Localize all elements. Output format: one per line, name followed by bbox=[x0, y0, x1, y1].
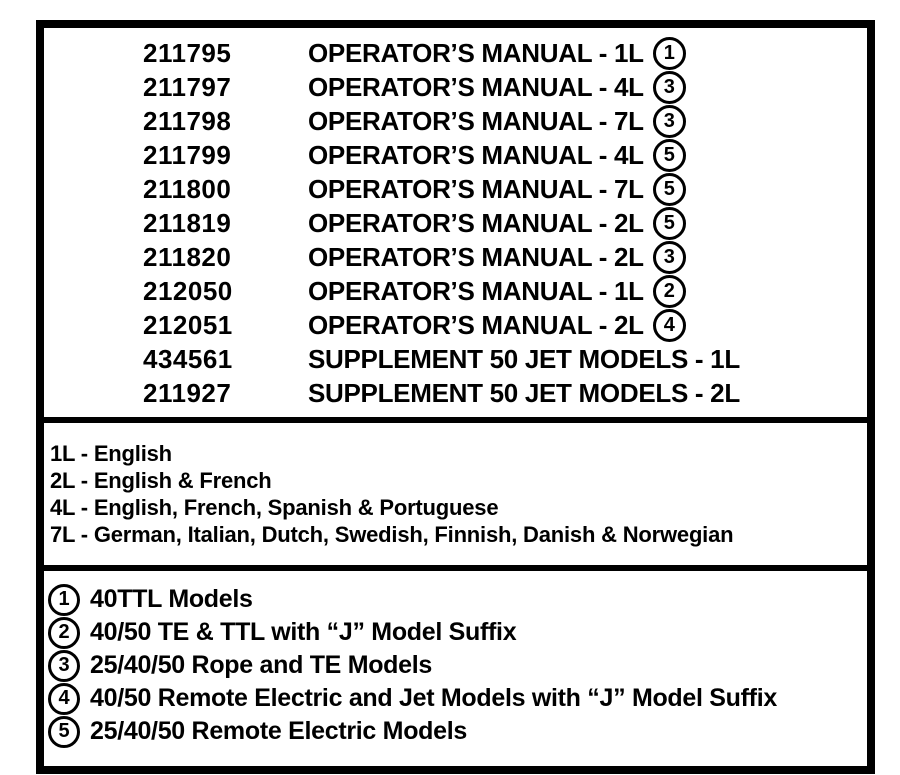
circled-number-icon: 5 bbox=[48, 716, 80, 748]
language-legend-line: 1L - English bbox=[50, 441, 172, 466]
part-number: 211799 bbox=[143, 139, 232, 170]
footnote-text: 40TTL Models bbox=[90, 585, 253, 613]
part-description: OPERATOR’S MANUAL - 2L bbox=[308, 241, 644, 272]
part-number: 211927 bbox=[143, 377, 232, 408]
language-legend-section bbox=[44, 423, 867, 571]
footnote-row bbox=[48, 616, 867, 649]
part-number: 212051 bbox=[143, 309, 233, 340]
footnote-text: 40/50 TE & TTL with “J” Model Suffix bbox=[90, 618, 517, 646]
circled-number-icon: 3 bbox=[653, 241, 686, 274]
part-description: OPERATOR’S MANUAL - 2L bbox=[308, 207, 644, 238]
footnote-row bbox=[48, 583, 867, 616]
table-row bbox=[143, 308, 867, 342]
circled-number-icon: 3 bbox=[653, 105, 686, 138]
circled-number-icon: 4 bbox=[48, 683, 80, 715]
footnote-row bbox=[48, 715, 867, 748]
table-row bbox=[143, 342, 867, 376]
part-number: 211819 bbox=[143, 207, 232, 238]
parts-list-frame bbox=[36, 20, 875, 774]
circled-number-icon: 2 bbox=[48, 617, 80, 649]
part-description: OPERATOR’S MANUAL - 4L bbox=[308, 139, 644, 170]
part-description: SUPPLEMENT 50 JET MODELS - 1L bbox=[308, 343, 740, 374]
table-row bbox=[143, 70, 867, 104]
part-description: OPERATOR’S MANUAL - 7L bbox=[308, 105, 644, 136]
footnote-text: 40/50 Remote Electric and Jet Models with “J” Model Suffix bbox=[90, 684, 777, 712]
table-row bbox=[143, 206, 867, 240]
part-number: 211798 bbox=[143, 105, 232, 136]
circled-number-icon: 2 bbox=[653, 275, 686, 308]
part-description: OPERATOR’S MANUAL - 4L bbox=[308, 71, 644, 102]
table-row bbox=[143, 36, 867, 70]
table-row bbox=[143, 274, 867, 308]
circled-number-icon: 3 bbox=[653, 71, 686, 104]
part-description: OPERATOR’S MANUAL - 2L bbox=[308, 309, 644, 340]
table-row bbox=[143, 376, 867, 410]
circled-number-icon: 5 bbox=[653, 207, 686, 240]
language-legend-line: 7L - German, Italian, Dutch, Swedish, Finnish, Danish & Norwegian bbox=[50, 522, 734, 547]
footnote-text: 25/40/50 Remote Electric Models bbox=[90, 717, 467, 745]
part-number: 211800 bbox=[143, 173, 232, 204]
part-number: 434561 bbox=[143, 343, 233, 374]
circled-number-icon: 5 bbox=[653, 139, 686, 172]
part-number: 211797 bbox=[143, 71, 232, 102]
part-number: 211795 bbox=[143, 37, 232, 68]
footnote-text: 25/40/50 Rope and TE Models bbox=[90, 651, 433, 679]
circled-number-icon: 1 bbox=[653, 37, 686, 70]
circled-number-icon: 5 bbox=[653, 173, 686, 206]
language-legend-line: 2L - English & French bbox=[50, 468, 272, 493]
table-row bbox=[143, 240, 867, 274]
part-number: 212050 bbox=[143, 275, 233, 306]
model-footnotes-section bbox=[44, 571, 867, 766]
part-description: OPERATOR’S MANUAL - 1L bbox=[308, 37, 644, 68]
footnote-row bbox=[48, 682, 867, 715]
table-row bbox=[143, 172, 867, 206]
part-description: SUPPLEMENT 50 JET MODELS - 2L bbox=[308, 377, 740, 408]
manuals-parts-section bbox=[44, 28, 867, 423]
part-number: 211820 bbox=[143, 241, 232, 272]
footnote-row bbox=[48, 649, 867, 682]
table-row bbox=[143, 104, 867, 138]
circled-number-icon: 4 bbox=[653, 309, 686, 342]
language-legend-line: 4L - English, French, Spanish & Portuguese bbox=[50, 495, 499, 520]
circled-number-icon: 1 bbox=[48, 584, 80, 616]
circled-number-icon: 3 bbox=[48, 650, 80, 682]
table-row bbox=[143, 138, 867, 172]
part-description: OPERATOR’S MANUAL - 1L bbox=[308, 275, 644, 306]
part-description: OPERATOR’S MANUAL - 7L bbox=[308, 173, 644, 204]
